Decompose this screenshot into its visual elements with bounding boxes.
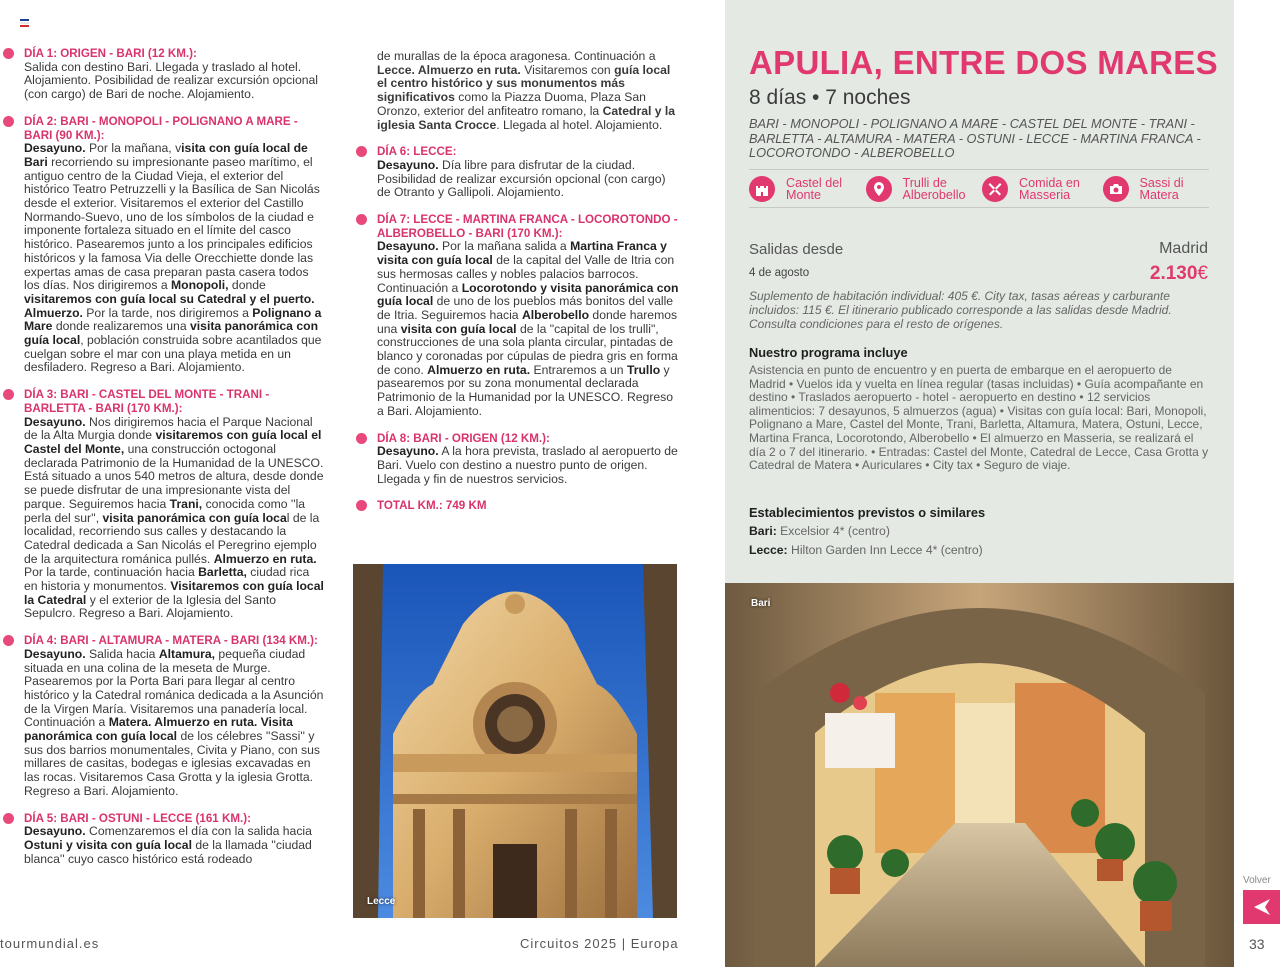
day-title: DÍA 7: LECCE - MARTINA FRANCA - LOCOROTONDO - ALBEROBELLO - BARI (170 KM.):	[377, 213, 678, 240]
day-2	[24, 115, 326, 375]
day-3	[24, 388, 326, 621]
price: 2.130€	[1149, 263, 1208, 284]
day-5-continuation: de murallas de la época aragonesa. Continuación a Lecce. Almuerzo en ruta. Visitaremos con guía local el centro histórico y sus monumentos más significativos como la Piazza Duoma, Plaza San Oronzo, exterior del anfiteatro romano, la Catedral y la iglesia Santa Crocce. Llegada al hotel. Alojamiento.	[377, 49, 676, 132]
lecce-photo-caption: Lecce	[367, 896, 396, 907]
day-description: Desayuno. Por la mañana, visita con guía local de Bari recorriendo su impresionante paseo marítimo, el antiguo centro de la Ciudad Vieja, el exterior del histórico Teatro Petruzzelli y la Basílica de San Nicolás desde el exterior. Visitaremos el exterior del Castillo Normando-Suevo, uno de los símbolos de la ciudad e imponente fortaleza situado en el límite del casco histórico. Pasearemos junto a los principales edificios históricos y la famosa Via delle Orecchiette donde las expertas amas de casa preparan pasta casera todos los días. Nos dirigiremos a Monopoli, donde visitaremos con guía local su Catedral y el puerto. Almuerzo. Por la tarde, nos dirigiremos a Polignano a Mare donde realizaremos una visita panorámica con guía local, población construida sobre acantilados que cuelgan sobre el mar con una playa metida en un desfiladero. Regreso a Bari. Alojamiento.	[24, 141, 322, 375]
divider	[749, 207, 1209, 208]
trip-title: APULIA, ENTRE DOS MARES	[749, 44, 1218, 81]
day-description: Salida con destino Bari. Llegada y traslado al hotel. Alojamiento. Posibilidad de realizar excursión opcional (con cargo) de Bari de noche. Alojamiento.	[24, 59, 319, 102]
bari-photo-illustration	[725, 583, 1234, 967]
language-flag-icon[interactable]	[20, 19, 29, 26]
highlights-row	[749, 176, 1219, 202]
day-title: DÍA 4: BARI - ALTAMURA - MATERA - BARI (134 KM.):	[24, 634, 318, 648]
highlight-castel-del-monte: Castel del Monte	[749, 176, 866, 202]
bari-photo-caption: Bari	[751, 598, 771, 609]
day-1	[24, 47, 326, 102]
day-description: Desayuno. Por la mañana salida a Martina Franca y visita con guía local de la capital del Valle de Itria con sus hermosas calles y nobles palacios barrocos. Continuación a Locorotondo y visita panorámica con guía local de uno de los pueblos más bonitos del valle de Itria. Seguiremos hacia Alberobello donde haremos una visita con guía local de la "capital de los trulli", construcciones de una sola planta circular, pintadas de blanco y coronadas por cúpulas de piedra gris en forma de cono. Almuerzo en ruta. Entraremos a un Trullo y pasearemos por su zona monumental declarada Patrimonio de la Humanidad por la UNESCO. Regreso a Bari. Alojamiento.	[377, 239, 679, 418]
itinerary-column-2	[377, 50, 679, 513]
day-description: Desayuno. Comenzaremos el día con la salida hacia Ostuni y visita con guía local de la llamada ''ciudad blanca'' cuyo casco histórico está rodeado	[24, 824, 312, 866]
day-description: Desayuno. Día libre para disfrutar de la ciudad. Posibilidad de realizar excursión opcional (con cargo) de Otranto y Gallipoli. Alojamiento.	[377, 157, 666, 200]
highlight-sassi: Sassi di Matera	[1103, 176, 1220, 202]
day-title: DÍA 8: BARI - ORIGEN (12 KM.):	[377, 431, 550, 445]
total-km: TOTAL KM.: 749 KM	[377, 499, 679, 513]
trip-duration: 8 días • 7 noches	[749, 86, 911, 109]
itinerary-column-1	[24, 47, 326, 879]
supplement-note: Suplemento de habitación individual: 405 €. City tax, tasas aéreas y carburante incluidos: 115 €. El itinerario publicado corresponde a las salidas desde Madrid. Consulta condiciones para el resto de orígenes.	[749, 289, 1172, 331]
back-label: Volver	[1243, 875, 1271, 886]
trip-route: BARI - MONOPOLI - POLIGNANO A MARE - CASTEL DEL MONTE - TRANI - BARLETTA - ALTAMURA - MATERA - OSTUNI - LECCE - MARTINA FRANCA - LOCOROTONDO - ALBEROBELLO	[749, 116, 1201, 160]
highlight-trulli: Trulli de Alberobello	[866, 176, 983, 202]
hotels-title: Establecimientos previstos o similares	[749, 505, 986, 520]
day-title: DÍA 2: BARI - MONOPOLI - POLIGNANO A MARE - BARI (90 KM.):	[24, 114, 298, 142]
page-number: 33	[1249, 936, 1265, 952]
divider	[749, 169, 1209, 170]
day-description: Desayuno. A la hora prevista, traslado al aeropuerto de Bari. Vuelo con destino a nuestro punto de origen. Llegada y fin de nuestros servicios.	[377, 444, 678, 486]
day-title: DÍA 6: LECCE:	[377, 145, 457, 159]
day-4	[24, 634, 326, 798]
day-8	[377, 432, 679, 487]
hotel-lecce: Lecce: Hilton Garden Inn Lecce 4* (centro)	[749, 543, 983, 557]
day-7	[377, 213, 679, 419]
castle-icon	[749, 176, 775, 202]
day-title: DÍA 3: BARI - CASTEL DEL MONTE - TRANI - BARLETTA - BARI (170 KM.):	[24, 388, 270, 415]
departures-label: Salidas desde	[749, 241, 844, 258]
lecce-basilica-photo	[353, 564, 677, 918]
bari-street-photo	[725, 583, 1234, 967]
day-title: DÍA 5: BARI - OSTUNI - LECCE (161 KM.):	[24, 811, 251, 825]
footer-section: Circuitos 2025 | Europa	[520, 936, 679, 951]
day-description: Desayuno. Salida hacia Altamura, pequeña ciudad situada en una colina de la meseta de Murge. Pasearemos por la Porta Bari para llegar al centro histórico y la Catedral románica dedicada a la Asunción de la Virgen María. Visitaremos una panadería local. Continuación a Matera. Almuerzo en ruta. Visita panorámica con guía local de los célebres ''Sassi'' y sus dos barrios monumentales, Civita y Piano, con sus millares de casitas, bodegas e iglesias excavadas en las rocas. Visitaremos Casa Grotta y la iglesia Grotta. Regreso a Bari. Alojamiento.	[24, 646, 324, 798]
day-6	[377, 145, 679, 200]
lecce-photo-illustration	[353, 564, 677, 918]
location-pin-icon	[866, 176, 892, 202]
departure-date: 4 de agosto	[749, 267, 810, 279]
back-arrow-icon	[1252, 897, 1272, 917]
day-description: Desayuno. Nos dirigiremos hacia el Parque Nacional de la Alta Murgia donde visitaremos con guía local el Castel del Monte, una construcción octogonal declarada Patrimonio de la Humanidad de la UNESCO. Está situado a unos 540 metros de altura, desde donde se puede disfrutar de una impresionante vista del parque. Seguiremos hacia Trani, conocida como ''la perla del sur'', visita panorámica con guía local de la localidad, recorriendo sus calles y destacando la Catedral dedicada a San Nicolás el Peregrino ejemplo de la arquitectura románica pullés. Almuerzo en ruta. Por la tarde, continuación hacia Barletta, ciudad rica en historia y monumentos. Visitaremos con guía local la Catedral y el exterior de la Iglesia del Santo Sepulcro. Regreso a Bari. Alojamiento.	[24, 414, 324, 621]
trip-info-panel	[725, 0, 1234, 583]
day-title: DÍA 1: ORIGEN - BARI (12 KM.):	[24, 47, 197, 60]
includes-title: Nuestro programa incluye	[749, 345, 908, 360]
hotel-bari: Bari: Excelsior 4* (centro)	[749, 524, 890, 538]
camera-icon	[1103, 176, 1129, 202]
includes-text: Asistencia en punto de encuentro y en puerta de embarque en el aeropuerto de Madrid • Vuelos ida y vuelta en línea regular (tasas incluidas) • Guía acompañante en destino • Traslados aeropuerto - hotel - aeropuerto en destino • 12 servicios alimenticios: 7 desayunos, 5 almuerzos (agua) • Visitas con guía local: Bari, Monopoli, Polignano a Mare, Castel del Monte, Trani, Barletta, Altamura, Matera, Ostuni, Lecce, Martina Franca, Locorotondo, Alberobello • El almuerzo en Masseria, se realizará el día 2 o 7 del itinerario. • Entradas: Castel del Monte, Catedral de Lecce, Casa Grotta y Catedral de Matera • Auriculares • City tax • Seguro de viaje.	[749, 363, 1209, 473]
day-5	[24, 812, 326, 867]
footer-site[interactable]: tourmundial.es	[0, 936, 100, 951]
cutlery-icon	[982, 176, 1008, 202]
highlight-masseria: Comida en Masseria	[982, 176, 1102, 202]
back-button[interactable]	[1243, 890, 1280, 924]
departure-city: Madrid	[1159, 240, 1208, 257]
